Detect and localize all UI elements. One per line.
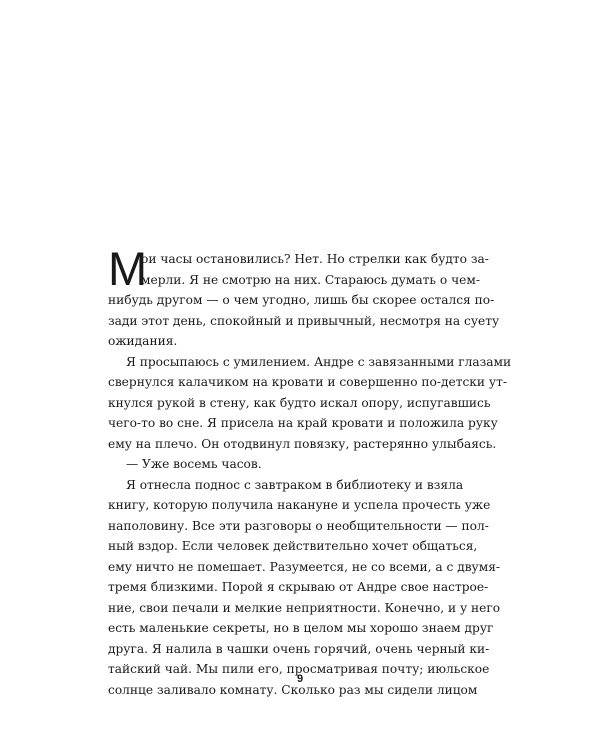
text-line: ему ничто не помешает. Разумеется, не со всеми, а с двумя-: [108, 559, 501, 574]
drop-cap: М: [108, 242, 148, 295]
text-line: — Уже восемь часов.: [126, 457, 262, 471]
text-line: Я отнесла поднос с завтраком в библиотеку и взяла: [126, 477, 464, 492]
text-line: есть маленькие секреты, но в целом мы хорошо знаем друг: [108, 621, 494, 635]
text-line: зади этот день, спокойный и привычный, несмотря на суету: [108, 313, 500, 328]
text-line: тремя близкими. Порой я скрываю от Андре свое настрое-: [108, 580, 489, 594]
text-line: ему на плечо. Он отодвинул повязку, растерянно улыбаясь.: [108, 436, 497, 451]
text-line: наполовину. Все эти разговоры о необщительности — пол-: [108, 518, 489, 533]
text-line: кнулся рукой в стену, как будто искал опору, испугавшись: [108, 395, 491, 410]
text-line: ои часы остановились? Нет. Но стрелки как будто за-: [141, 252, 489, 266]
text-line: тайский чай. Мы пили его, просматривая почту; июльское: [108, 662, 490, 676]
text-line: Я просыпаюсь с умилением. Андре с завязанными глазами: [126, 354, 512, 369]
text-line: чего-то во сне. Я присела на край кровати и положила руку: [108, 416, 498, 430]
text-line: друга. Я налила в чашки очень горячий, очень черный ки-: [108, 641, 490, 656]
text-line: книгу, которую получила накануне и успела прочесть уже: [108, 498, 491, 512]
text-line: свернулся калачиком на кровати и совершенно по-детски ут-: [108, 375, 507, 389]
text-line: ние, свои печали и мелкие неприятности. Конечно, и у него: [108, 600, 501, 615]
text-line: ожидания.: [108, 334, 178, 348]
text-line: нибудь другом — о чем угодно, лишь бы скорее остался по-: [108, 293, 495, 307]
text-line: ный вздор. Если человек действительно хочет общаться,: [108, 539, 478, 553]
text-line: солнце заливало комнату. Сколько раз мы сидели лицом: [108, 682, 478, 697]
page-number: 9: [296, 673, 304, 685]
text-line: мерли. Я не смотрю на них. Стараюсь думать о чем-: [141, 272, 480, 287]
main-text: [108, 242, 512, 700]
